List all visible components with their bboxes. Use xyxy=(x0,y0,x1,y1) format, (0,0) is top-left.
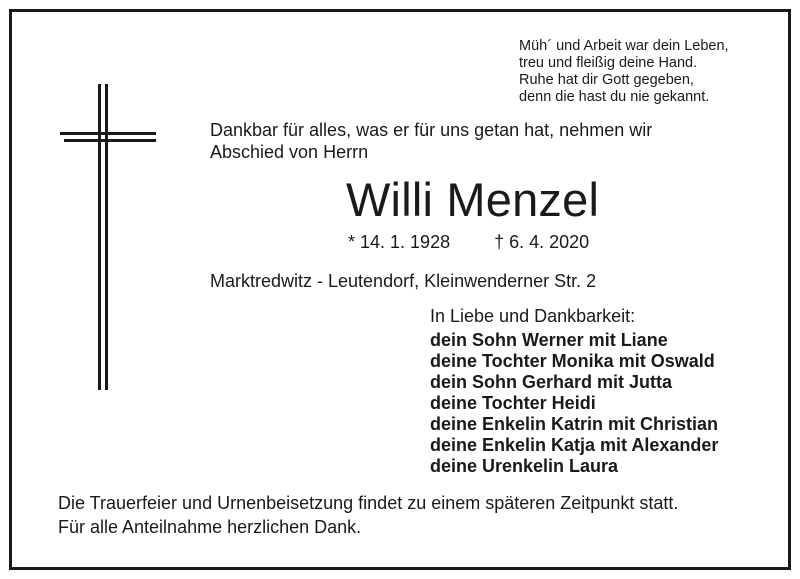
poem-line: denn die hast du nie gekannt. xyxy=(519,89,710,105)
death-date: † 6. 4. 2020 xyxy=(494,232,590,252)
latin-cross-icon xyxy=(60,84,160,394)
mourner-item: dein Sohn Werner mit Liane xyxy=(430,330,668,350)
mourner-item: deine Enkelin Katrin mit Christian xyxy=(430,414,719,434)
intro-line: Dankbar für alles, was er für uns getan hat, nehmen wir xyxy=(210,120,653,140)
deceased-name: Willi Menzel xyxy=(346,173,600,226)
intro-line: Abschied von Herrn xyxy=(210,142,369,162)
closing-line: Die Trauerfeier und Urnenbeisetzung findet zu einem späteren Zeitpunkt statt. xyxy=(58,493,679,513)
poem-line: Müh´ und Arbeit war dein Leben, xyxy=(519,38,729,54)
birth-date: * 14. 1. 1928 xyxy=(348,232,451,252)
poem-line: Ruhe hat dir Gott gegeben, xyxy=(519,72,694,88)
mourner-item: deine Tochter Heidi xyxy=(430,393,596,413)
closing-line: Für alle Anteilnahme herzlichen Dank. xyxy=(58,517,362,537)
poem-line: treu und fleißig deine Hand. xyxy=(519,55,698,71)
mourner-item: dein Sohn Gerhard mit Jutta xyxy=(430,372,673,392)
intro-text xyxy=(210,119,652,163)
address: Marktredwitz - Leutendorf, Kleinwenderner Str. 2 xyxy=(210,271,597,291)
mourner-item: deine Urenkelin Laura xyxy=(430,456,619,476)
mourner-item: deine Tochter Monika mit Oswald xyxy=(430,351,715,371)
dedication: In Liebe und Dankbarkeit: xyxy=(430,306,636,326)
life-dates xyxy=(348,231,589,253)
mourner-item: deine Enkelin Katja mit Alexander xyxy=(430,435,719,455)
poem xyxy=(519,38,729,106)
closing-text xyxy=(58,491,678,539)
mourners-list xyxy=(430,330,718,477)
